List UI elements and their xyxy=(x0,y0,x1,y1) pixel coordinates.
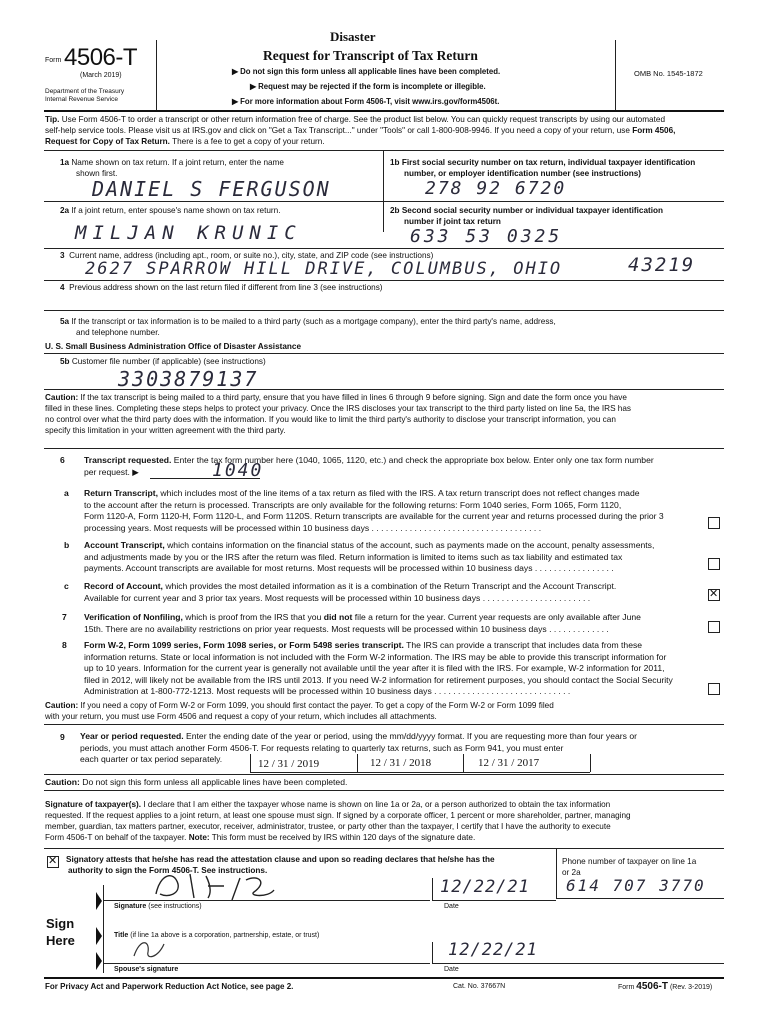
line-6-number: 6 xyxy=(60,455,65,465)
w2-1099-transcript-checkbox[interactable] xyxy=(708,683,720,695)
line-2b-value[interactable]: 633 53 0325 xyxy=(410,226,563,247)
form-title: Request for Transcript of Tax Return xyxy=(263,48,478,63)
dept-treasury: Department of the Treasury xyxy=(45,88,125,95)
third-party-name: U. S. Small Business Administration Office of Disaster Assistance xyxy=(45,342,302,351)
line-3-label: 3 Current name, address (including apt., room, or suite no.), city, state, and ZIP code (see instructions) xyxy=(60,251,434,260)
line-6c-letter: c xyxy=(64,581,69,591)
line-6-form-number[interactable]: 1040 xyxy=(212,460,264,481)
header-bullet-3: ▶ For more information about Form 4506-T, visit www.irs.gov/form4506t. xyxy=(232,97,500,106)
spouse-signature-label: Spouse's signature xyxy=(114,966,179,973)
tip-text: Tip. Use Form 4506-T to order a transcript or other return information free of charge. See the product list below. You can quickly request transcripts by using our automated self-help service tools. Please visit us at IRS.gov and click on "Get a Tax Transcript..." under "Tools" or call 1-800-908-9946. If you need a copy of your return, use Form 4506, Request for Copy of Tax Return. There is a fee to get a copy of your return. xyxy=(45,115,676,146)
line-8-number: 8 xyxy=(62,640,67,650)
line-2a-label: 2a If a joint return, enter spouse's name shown on tax return. xyxy=(60,206,281,215)
signature-date[interactable]: 12/22/21 xyxy=(440,877,530,897)
catalog-number: Cat. No. 37667N xyxy=(453,983,506,990)
line-3-zip[interactable]: 43219 xyxy=(628,254,696,276)
bullet-arrow-icon: ▶ xyxy=(232,97,238,106)
attestation-text: Signatory attests that he/she has read the attestation clause and upon so reading declares that he/she has the authority to sign the Form 4506-T. See instructions. xyxy=(66,855,495,875)
arrow-icon: ▶ xyxy=(132,466,139,477)
bullet-arrow-icon: ▶ xyxy=(250,82,256,91)
line-2b-label: 2b Second social security number or individual taxpayer identification number if joint tax return xyxy=(390,206,664,226)
line-6c-text: Record of Account, which provides the most detailed information as it is a combination of the Return Transcript and the Account Transcript. Available for current year and 3 prior tax years. Most requests will be processed within 10 business days . . . . . . . . . . . . . . . . . . . . . . . xyxy=(84,581,617,603)
line-9-text: Year or period requested. Enter the ending date of the year or period, using the mm/dd/yyyy format. If you are requesting more than four years or periods, you must attach another Form 4506-T. For requests relating to quarterly tax returns, such as Form 941, you must enter each quarter or tax period separately. xyxy=(80,731,637,765)
line-5b-label: 5b Customer file number (if applicable) (see instructions) xyxy=(60,357,266,366)
record-of-account-checkbox[interactable] xyxy=(708,589,720,601)
title-scribble xyxy=(130,934,170,964)
irs-label: Internal Revenue Service xyxy=(45,96,118,103)
signature-label: Signature (see instructions) xyxy=(114,903,202,910)
header-bullet-1: ▶ Do not sign this form unless all applicable lines have been completed. xyxy=(232,67,501,76)
sign-arrow-icon xyxy=(96,952,102,970)
header-bullet-2: ▶ Request may be rejected if the form is incomplete or illegible. xyxy=(250,82,486,91)
date-label-2: Date xyxy=(444,966,459,973)
form-number: 4506-T xyxy=(64,44,138,71)
sign-arrow-icon xyxy=(96,892,102,910)
bullet-arrow-icon: ▶ xyxy=(232,67,238,76)
spouse-signature-date[interactable]: 12/22/21 xyxy=(448,940,538,960)
disaster-heading: Disaster xyxy=(330,29,376,44)
form-label: Form xyxy=(45,57,62,64)
year-requested-2[interactable]: 12 / 31 / 2018 xyxy=(370,757,432,769)
line-6a-text: Return Transcript, which includes most of the line items of a tax return as filed with the IRS. A tax return transcript does not reflect changes made to the account after the return is processed. Transcripts are only available for the following returns: Form 1040 series, Form 1065, Form 1120, Form 1120-A, Form 1120-H, Form 1120-L, and Form 1120S. Return transcripts are available for the current year and returns processed during the prior 3 processing years. Most requests will be processed within 10 business days . . . . . . . . . . . . . . . . . . . . . . . . . . . . . . . . . . . . xyxy=(84,488,664,533)
line-3-value[interactable]: 2627 SPARROW HILL DRIVE, COLUMBUS, OHIO xyxy=(85,259,563,279)
verification-nonfiling-checkbox[interactable] xyxy=(708,621,720,633)
line-5a-label: 5a If the transcript or tax information is to be mailed to a third party (such as a mortgage company), enter the third party's name, address, and telephone number. xyxy=(60,317,556,337)
caution-sign: Caution: Do not sign this form unless all applicable lines have been completed. xyxy=(45,777,348,787)
caution-third-party: Caution: If the tax transcript is being mailed to a third party, ensure that you have filled in lines 6 through 9 before signing. Sign and date the form once you have filled in these lines. Completing these steps helps to protect your privacy. Once the IRS discloses your tax transcript to the third party listed on line 5a, the IRS has no control over what the third party does with the information. If you would like to limit the third party's authority to disclose your transcript information, you can specify this limitation in your written agreement with the third party. xyxy=(45,393,632,435)
attestation-checkbox[interactable] xyxy=(47,856,59,868)
line-6a-letter: a xyxy=(64,488,69,498)
return-transcript-checkbox[interactable] xyxy=(708,517,720,529)
line-2a-value[interactable]: MILJAN KRUNIC xyxy=(75,222,302,244)
line-1b-value[interactable]: 278 92 6720 xyxy=(425,178,567,199)
year-requested-1[interactable]: 12 / 31 / 2019 xyxy=(258,758,320,770)
caution-w2: Caution: If you need a copy of Form W-2 or Form 1099, you should first contact the payer. To get a copy of the Form W-2 or Form 1099 filed with your return, you must use Form 4506 and request a copy of your return, which includes all attachments. xyxy=(45,701,554,721)
privacy-notice: For Privacy Act and Paperwork Reduction Act Notice, see page 2. xyxy=(45,982,294,991)
line-1a-label: 1a Name shown on tax return. If a joint return, enter the name shown first. xyxy=(60,158,284,178)
signature-declaration: Signature of taxpayer(s). I declare that I am either the taxpayer whose name is shown on line 1a or 2a, or a person authorized to obtain the tax information requested. If the request applies to a joint return, at least one spouse must sign. If signed by a corporate officer, 1 percent or more shareholder, partner, managing member, guardian, tax matters partner, executor, receiver, administrator, trustee, or party other than the taxpayer, I certify that I have the authority to execute Form 4506-T on behalf of the taxpayer. Note: This form must be received by IRS within 120 days of the signature date. xyxy=(45,800,631,842)
sign-arrow-icon xyxy=(96,927,102,945)
form-revision: (March 2019) xyxy=(80,72,122,79)
line-4-label: 4 Previous address shown on the last return filed if different from line 3 (see instructions) xyxy=(60,283,383,292)
line-9-number: 9 xyxy=(60,732,65,742)
line-6b-letter: b xyxy=(64,540,70,550)
year-requested-3[interactable]: 12 / 31 / 2017 xyxy=(478,757,540,769)
line-1b-label: 1b First social security number on tax return, individual taxpayer identification number, or employer identification number (see instructions) xyxy=(390,158,696,178)
title-label: Title (if line 1a above is a corporation, partnership, estate, or trust) xyxy=(114,932,320,939)
phone-label: Phone number of taxpayer on line 1a or 2a xyxy=(562,857,697,877)
line-5b-value[interactable]: 3303879137 xyxy=(118,367,259,391)
line-6-text: Transcript requested. Enter the tax form number here (1040, 1065, 1120, etc.) and check the appropriate box below. Enter only one tax form number per request. ▶ xyxy=(84,455,654,477)
date-label: Date xyxy=(444,903,459,910)
line-8-text: Form W-2, Form 1099 series, Form 1098 series, or Form 5498 series transcript. The IRS can provide a transcript that includes data from these information returns. State or local information is not included with the Form W-2 information. The IRS may be able to provide this transcript information for up to 10 years. Information for the current year is generally not available until the year after it is filed with the IRS. For example, W-2 information for 2011, filed in 2012, will likely not be available from the IRS until 2013. If you need W-2 information for retirement purposes, you should contact the Social Security Administration at 1-800-772-1213. Most requests will be processed within 10 business days . . . . . . . . . . . . . . . . . . . . . . . . . . . . . xyxy=(84,640,673,697)
line-7-text: Verification of Nonfiling, which is proof from the IRS that you did not file a return for the year. Current year requests are only available after June 15th. There are no availability restrictions on prior year requests. Most requests will be processed within 10 business days . . . . . . . . . . . . . xyxy=(84,612,641,634)
line-7-number: 7 xyxy=(62,612,67,622)
phone-value[interactable]: 614 707 3770 xyxy=(566,876,706,895)
omb-number: OMB No. 1545-1872 xyxy=(634,69,703,78)
sign-here-label: Sign Here xyxy=(46,916,75,948)
line-1a-value[interactable]: DANIEL S FERGUSON xyxy=(92,177,331,201)
account-transcript-checkbox[interactable] xyxy=(708,558,720,570)
line-6b-text: Account Transcript, which contains information on the financial status of the account, such as payments made on the account, penalty assessments, and adjustments made by you or the IRS after the return was filed. Return information is limited to items such as tax liability and estimated tax payments. Account transcripts are available for most returns. Most requests will be processed within 10 business days . . . . . . . . . . . . . . . . . xyxy=(84,540,655,574)
footer-form-id: Form 4506-T (Rev. 3-2019) xyxy=(618,981,713,992)
